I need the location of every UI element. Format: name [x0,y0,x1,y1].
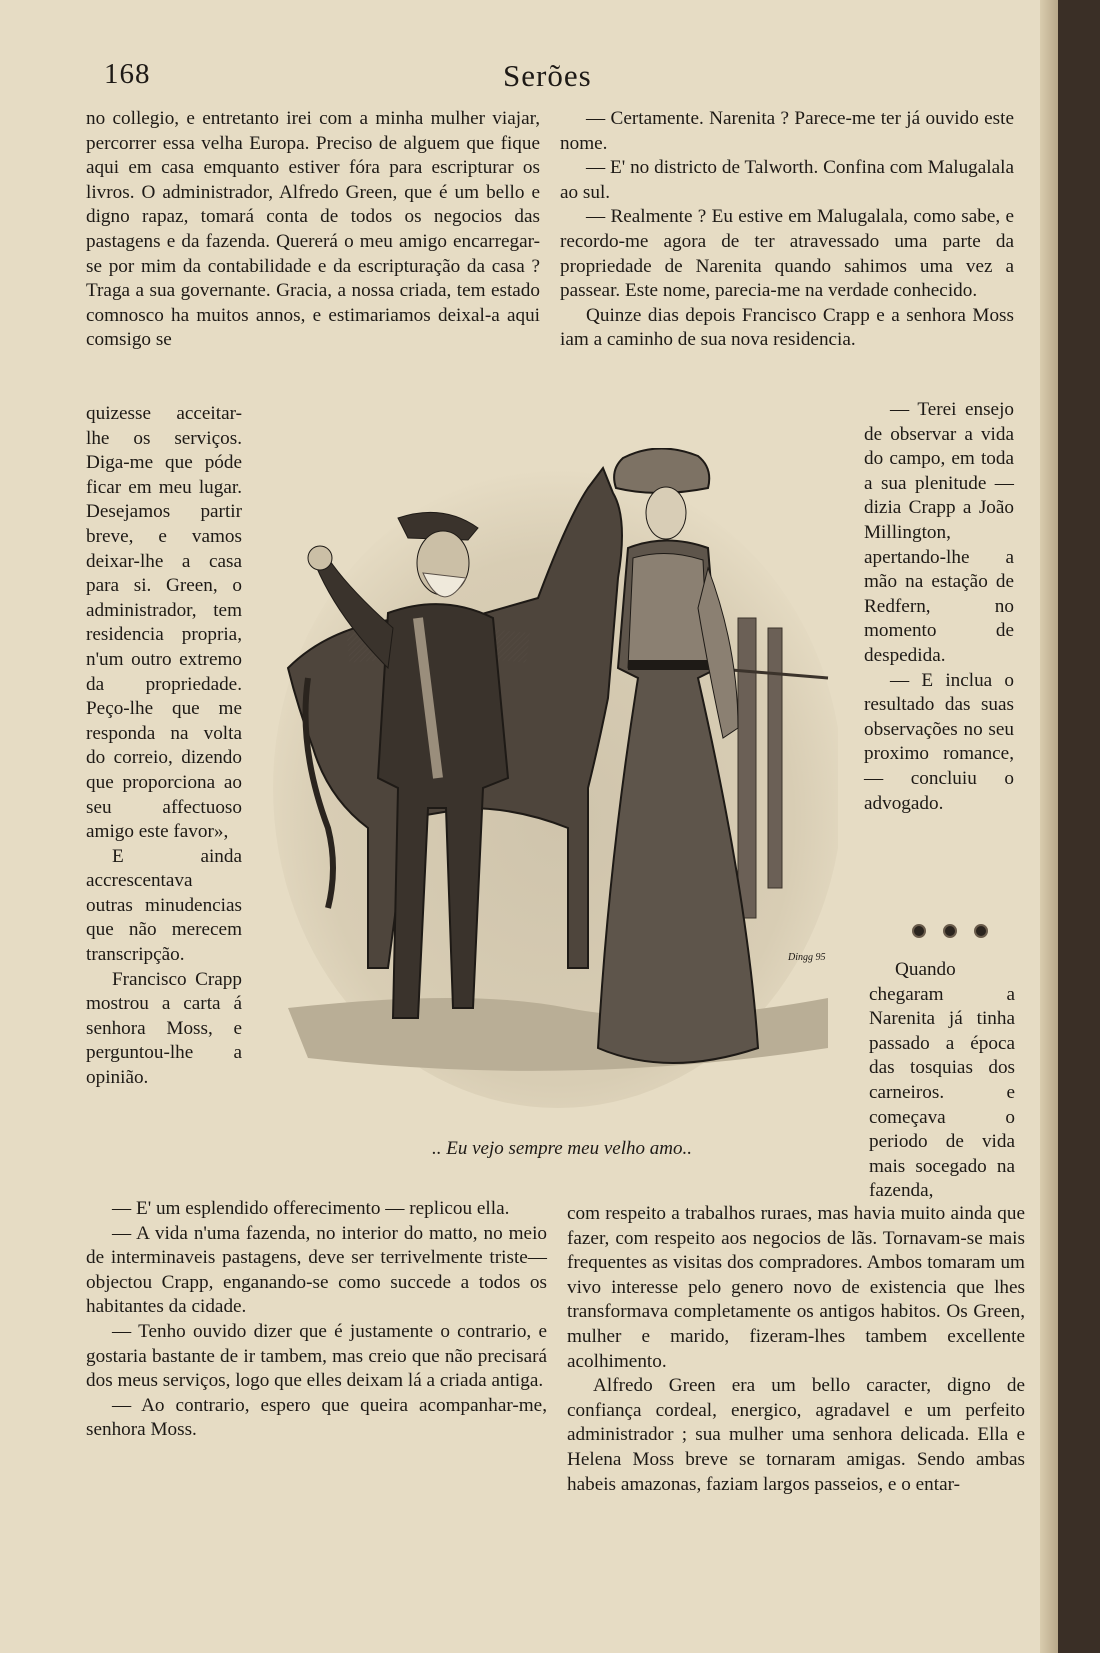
illustration-engraving [268,448,838,1118]
paragraph: Francisco Crapp mostrou a carta á senhora Moss, e perguntou-lhe a opinião. [86,968,242,1089]
paragraph: Quando chegaram a Narenita já tinha passado a época das tosquias dos carneiros. e começava o periodo de vida mais socegado na fazenda, [869,959,1015,1202]
paragraph: — Realmente ? Eu estive em Malugalala, como sabe, e recordo-me agora de ter atravessado uma parte da propriedade de Narenita quando sahimos uma vez a passear. Este nome, parecia-me na verdade conhecido. [560,206,1014,302]
page-edge [1040,0,1058,1653]
paragraph: — Certamente. Narenita ? Parece-me ter já ouvido este nome. [560,108,1014,154]
paragraph: — E' um esplendido offerecimento — replicou ella. [112,1198,510,1219]
illustration-caption: .. Eu vejo sempre meu velho amo.. [432,1138,692,1159]
ornament-dot-icon [974,924,988,938]
paragraph: — E' no districto de Talworth. Confina com Malugalala ao sul. [560,157,1014,203]
artist-signature: Dingg 95 [788,952,826,963]
paragraph: Alfredo Green era um bello caracter, digno de confiança cordeal, energico, agradavel e um perfeito administrador ; sua mulher uma senhora delicada. Ella e Helena Moss breve se tornaram amigas. Sendo ambas habeis amazonas, faziam largos passeios, e o entar- [567,1375,1025,1495]
paragraph: quizesse acceitar-lhe os serviços. Diga-me que póde ficar em meu lugar. Desejamos partir breve, e vamos deixar-lhe a casa para si. Green, o administrador, tem residencia propria, n'um outro extremo da propriedade. Peço-lhe que me responda na volta do correio, dizendo que proporciona ao seu affectuoso amigo este favor», [86,403,242,843]
paragraph: — E inclua o resultado das suas observações no seu proximo romance, — concluiu o advogado. [864,669,1014,814]
left-column-bottom [86,1197,547,1443]
section-ornament [912,924,988,942]
ornament-dot-icon [943,924,957,938]
paragraph: — Tenho ouvido dizer que é justamente o contrario, e gostaria bastante de ir tambem, mas creio que não precisará dos meus serviços, logo que elles deixam lá a criada antiga. [86,1320,547,1392]
paragraph: — Ao contrario, espero que queira acompanhar-me, senhora Moss. [86,1394,547,1441]
paragraph: Quinze dias depois Francisco Crapp e a senhora Moss iam a caminho de sua nova residencia. [560,304,1014,351]
right-column-wrap [864,398,1014,816]
paragraph: com respeito a trabalhos ruraes, mas havia muito ainda que fazer, com respeito aos negocios de lãs. Tornavam-se mais frequentes as visitas dos compradores. Ambos tomaram um vivo interesse pelo genero novo de existencia que lhes transformava completamente os antigos habitos. Os Green, mulher e marido, fizeram-lhes tambem excellente acolhimento. [567,1203,1025,1372]
left-column-top [86,107,540,353]
page-number: 168 [104,58,151,90]
paragraph: E ainda accrescentava outras minudencias que não merecem transcripção. [86,845,242,966]
paragraph: no collegio, e entretanto irei com a minha mulher viajar, percorrer essa velha Europa. Preciso de alguem que fique aqui em casa emquanto estiver fóra para escripturar os livros. O administrador, Alfredo Green, que é um bello e digno rapaz, tomará conta de todos os negocios das pastagens e da fazenda. Quererá o meu amigo encarregar-se por mim da contabilidade e da escripturação da casa ? Traga a sua governante. Gracia, a nossa criada, tem estado comnosco ha muitos annos, e estimariamos deixal-a aqui comsigo se [86,108,540,351]
paragraph: — A vida n'uma fazenda, no interior do matto, no meio de interminaveis pastagens, deve ser terrivelmente triste—objectou Crapp, enganando-se como succede a todos os habitantes da cidade. [86,1222,547,1318]
right-column-top [560,107,1014,353]
ornament-dot-icon [912,924,926,938]
paragraph: — Terei ensejo de observar a vida do campo, em toda a sua plenitude — dizia Crapp a João Millington, apertando-lhe a mão na estação de Redfern, no momento de despedida. [864,399,1014,666]
journal-title: Serões [503,58,592,93]
right-column-bottom [567,1202,1025,1497]
right-column-wrap-lower [869,958,1015,1204]
left-column-wrap [86,402,242,1091]
